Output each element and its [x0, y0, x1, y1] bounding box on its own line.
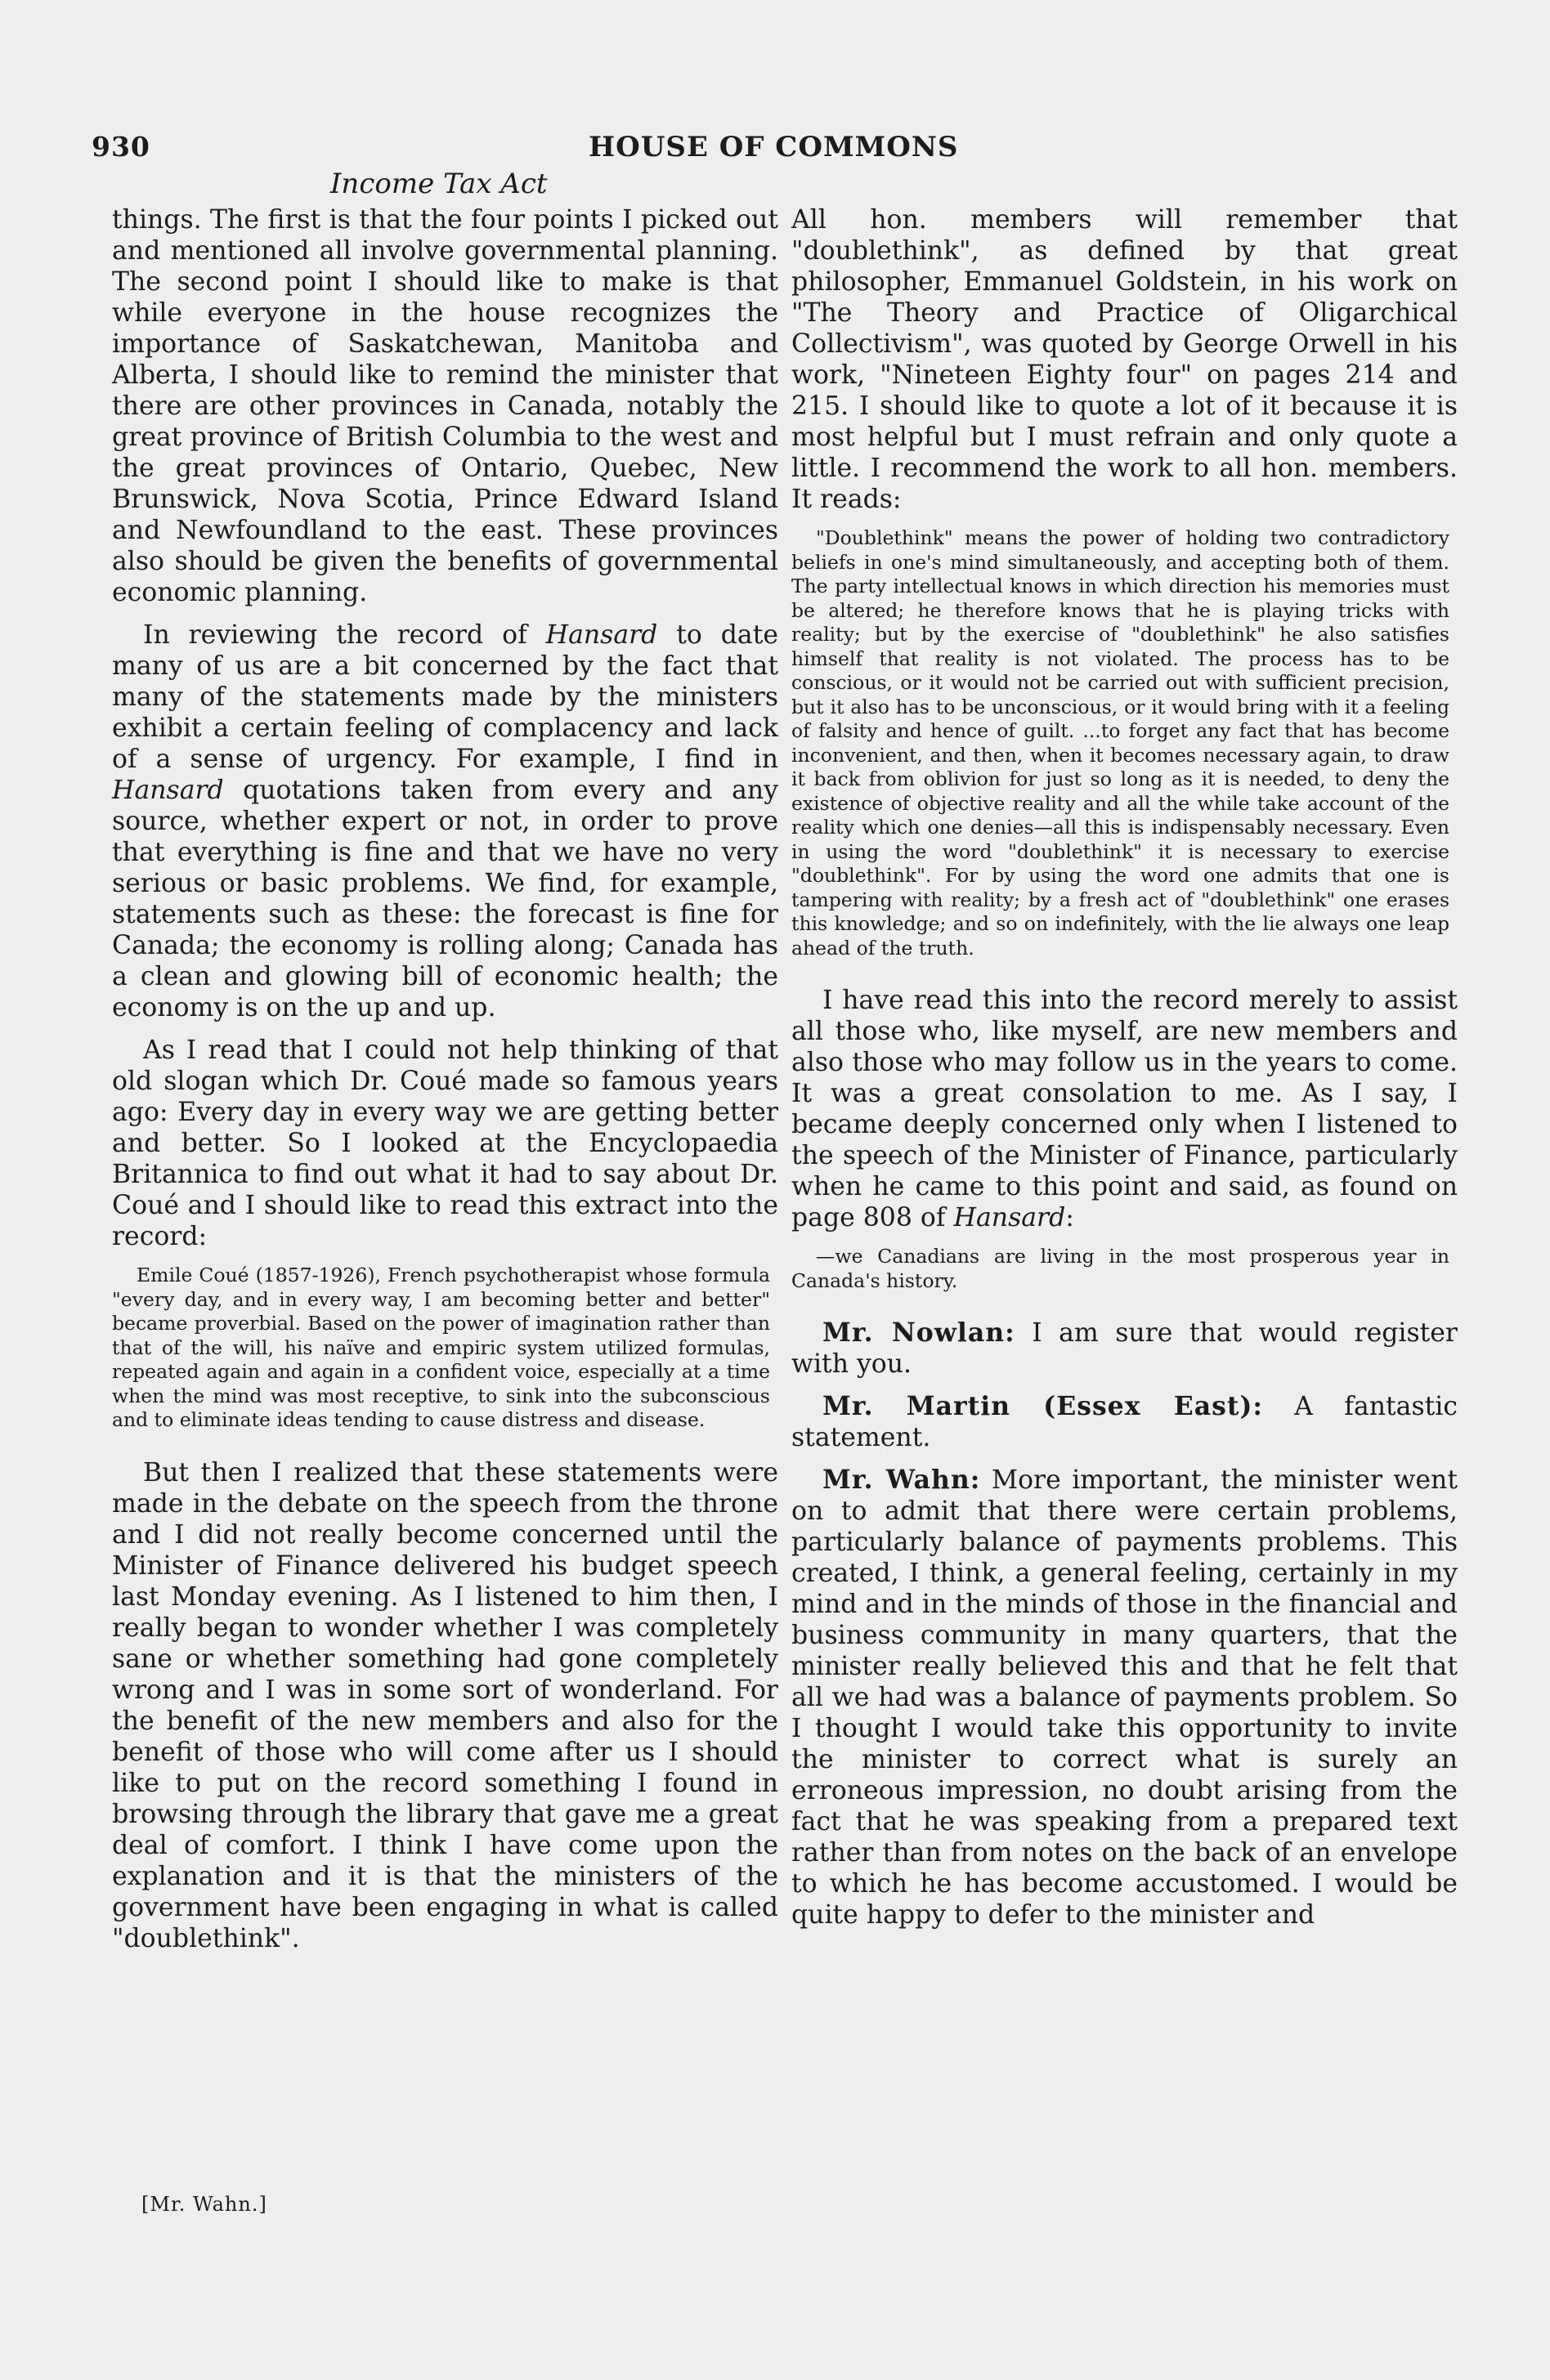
hansard-italic: Hansard [545, 620, 658, 650]
right-paragraph-2 [791, 985, 1458, 1233]
right-column [791, 204, 1458, 1942]
left-column [112, 204, 778, 1966]
doublethink-quote: "Doublethink" means the power of holding two contradictory beliefs in one's mind simultaneously, and accepting both of them. The party intellectual knows in which direction his memories must be altered; he therefore knows that he is playing tricks with reality; but by the exercise of "doublethink" he also satisfies himself that reality is not violated. The process has to be conscious, or it would not be carried out with sufficient precision, but it also has to be unconscious, or it would bring with it a feeling of falsity and hence of guilt. ...to forget any fact that has become inconvenient, and then, when it becomes necessary again, to draw it back from oblivion for just so long as it is needed, to deny the existence of objective reality and all the while take account of the reality which one denies—all this is indispensably necessary. Even in using the word "doublethink" it is necessary to exercise "doublethink". For by using the word one admits that one is tampering with reality; by a fresh act of "doublethink" one erases this knowledge; and so on indefinitely, with the lie always one leap ahead of the truth. [791, 526, 1449, 960]
speaker-attribution: [Mr. Wahn.] [141, 2193, 267, 2216]
text-span: I have read this into the record merely to assist all those who, like myself, are new members and also those who may follow us in the years to come. It was a great consolation to me. As I say, I became deeply concerned only when I listened to the speech of the Minister of Finance, particularly when he came to this point and said, as found on page 808 of [791, 986, 1458, 1232]
wahn-remark [791, 1465, 1458, 1930]
remark-text: I am sure that would register with you. [791, 1318, 1458, 1379]
text-span: quotations taken from every and any source, whether expert or not, in order to prove that everything is fine and that we have no very serious or basic problems. We find, for example, statements such as these: the forecast is fine for Canada; the economy is rolling along; Canada has a clean and glowing bill of economic health; the economy is on the up and up. [112, 776, 778, 1022]
hansard-italic: Hansard [953, 1203, 1066, 1232]
left-paragraph-3: As I read that I could not help thinking of that old slogan which Dr. Coué made so famous years ago: Every day in every way we are getting better and better. So I looked at the Encyclopaedia Britannica to find out what it had to say about Dr. Coué and I should like to read this extract into the record: [112, 1036, 778, 1251]
left-paragraph-4: But then I realized that these statements were made in the debate on the speech from the throne and I did not really become concerned until the Minister of Finance delivered his budget speech last Monday evening. As I listened to him then, I really began to wonder whether I was completely sane or whether something had gone completely wrong and I was in some sort of wonderland. For the benefit of the new members and also for the benefit of those who will come after us I should like to put on the record something I found in browsing through the library that gave me a great deal of comfort. I think I have come upon the explanation and it is that the ministers of the government have been engaging in what is called "doublethink". [112, 1457, 778, 1953]
minister-quote: —we Canadians are living in the most prosperous year in Canada's history. [791, 1245, 1449, 1292]
martin-remark [791, 1391, 1458, 1453]
remark-text: A fantastic statement. [791, 1392, 1458, 1452]
speaker-name: Mr. Martin (Essex East): [822, 1391, 1263, 1421]
text-span: to date many of us are a bit concerned by the fact that many of the statements made by the ministers exhibit a certain feeling of complacency and lack of a sense of urgency. For example, I find in [112, 620, 778, 774]
page-title: HOUSE OF COMMONS [589, 131, 959, 163]
page-number: 930 [92, 131, 150, 163]
hansard-italic: Hansard [112, 776, 224, 805]
nowlan-remark [791, 1318, 1458, 1380]
speaker-name: Mr. Nowlan: [822, 1318, 1015, 1348]
section-subtitle: Income Tax Act [330, 168, 548, 200]
text-span: In reviewing the record of [143, 620, 546, 650]
coue-quote: Emile Coué (1857-1926), French psychotherapist whose formula "every day, and in every way, I am becoming better and better" became proverbial. Based on the power of imagination rather than that of the will, his naïve and empiric system utilized formulas, repeated again and again in a confident voice, especially at a time when the mind was most receptive, to sink into the subconscious and to eliminate ideas tending to cause distress and disease. [112, 1264, 770, 1431]
right-paragraph-1: All hon. members will remember that "doublethink", as defined by that great philosopher, Emmanuel Goldstein, in his work on "The Theory and Practice of Oligarchical Collectivism", was quoted by George Orwell in his work, "Nineteen Eighty four" on pages 214 and 215. I should like to quote a lot of it because it is most helpful but I must refrain and only quote a little. I recommend the work to all hon. members. It reads: [791, 205, 1458, 514]
left-paragraph-2 [112, 620, 778, 1023]
remark-text: More important, the minister went on to admit that there were certain problems, particularly balance of payments problems. This created, I think, a general feeling, certainly in my mind and in the minds of those in the financial and business community in many quarters, that the minister really believed this and that he felt that all we had was a balance of payments problem. So I thought I would take this opportunity to invite the minister to correct what is surely an erroneous impression, no doubt arising from the fact that he was speaking from a prepared text rather than from notes on the back of an envelope to which he has become accustomed. I would be quite happy to defer to the minister and [791, 1465, 1458, 1930]
text-span: : [1065, 1203, 1074, 1232]
speaker-name: Mr. Wahn: [822, 1465, 981, 1495]
left-paragraph-1: things. The first is that the four points I picked out and mentioned all involve governmental planning. The second point I should like to make is that while everyone in the house recognizes the importance of Saskatchewan, Manitoba and Alberta, I should like to remind the minister that there are other provinces in Canada, notably the great province of British Columbia to the west and the great provinces of Ontario, Quebec, New Brunswick, Nova Scotia, Prince Edward Island and Newfoundland to the east. These provinces also should be given the benefits of governmental economic planning. [112, 205, 778, 607]
